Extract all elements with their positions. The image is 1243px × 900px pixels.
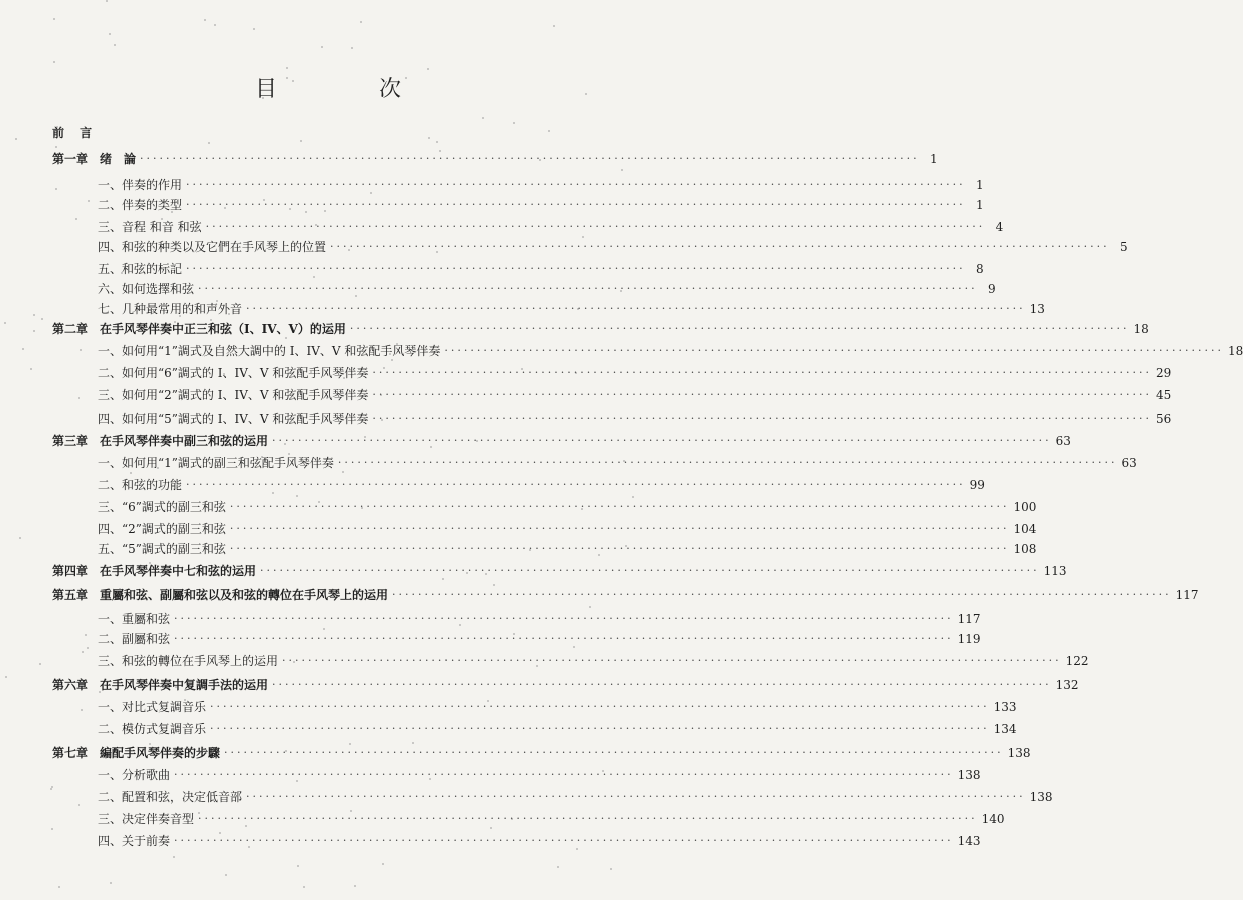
dot-leader: ························································································································ bbox=[349, 322, 1130, 335]
toc-page-number: 1 bbox=[975, 178, 984, 192]
toc-entry-title: 第一章 绪 論 bbox=[52, 152, 137, 166]
scan-speck bbox=[348, 249, 350, 251]
scan-speck bbox=[33, 314, 35, 316]
toc-section-row bbox=[98, 764, 981, 782]
toc-entry-title: 一、如何用“1”調式及自然大調中的 I、IV、V 和弦配手风琴伴奏 bbox=[98, 344, 441, 358]
scan-speck bbox=[539, 159, 541, 161]
toc-page-number: 45 bbox=[1155, 388, 1172, 402]
scan-speck bbox=[297, 865, 299, 867]
scan-speck bbox=[225, 874, 227, 876]
scan-speck bbox=[429, 778, 431, 780]
scan-speck bbox=[625, 545, 627, 547]
scan-speck bbox=[354, 885, 356, 887]
scan-speck bbox=[208, 142, 210, 144]
toc-entry-title: 四、如何用“5”調式的 I、IV、V 和弦配手风琴伴奏 bbox=[98, 412, 369, 426]
toc-page-number: 104 bbox=[1013, 522, 1037, 536]
toc-section-row bbox=[98, 216, 1004, 234]
toc-page-number: 18 bbox=[1133, 322, 1149, 336]
scan-speck bbox=[621, 169, 623, 171]
dot-leader: ························································································································ bbox=[198, 282, 978, 295]
toc-entry-title: 三、如何用“2”調式的 I、IV、V 和弦配手风琴伴奏 bbox=[98, 388, 369, 402]
scan-speck bbox=[181, 437, 183, 439]
dot-leader: ························································································································ bbox=[174, 834, 954, 847]
scan-speck bbox=[157, 467, 159, 469]
scan-speck bbox=[536, 665, 538, 667]
scan-speck bbox=[396, 343, 398, 345]
toc-page-number: 138 bbox=[1029, 790, 1053, 804]
scan-speck bbox=[553, 25, 555, 27]
scan-speck bbox=[179, 315, 181, 317]
scan-speck bbox=[305, 211, 307, 213]
scan-speck bbox=[78, 804, 80, 806]
scan-speck bbox=[490, 827, 492, 829]
dot-leader: ························································································································ bbox=[246, 302, 1026, 315]
scan-speck bbox=[214, 24, 216, 26]
toc-section-row bbox=[98, 298, 1045, 316]
scan-speck bbox=[184, 699, 186, 701]
toc-entry-title: 三、和弦的轉位在手风琴上的运用 bbox=[98, 654, 279, 668]
dot-leader: ························································································································ bbox=[372, 412, 1152, 425]
scan-speck bbox=[224, 207, 226, 209]
dot-leader: ························································································································ bbox=[229, 500, 1010, 513]
dot-leader: ························································································································ bbox=[246, 790, 1026, 803]
scan-speck bbox=[577, 308, 579, 310]
toc-page-number: 1 bbox=[975, 198, 984, 212]
scan-speck bbox=[513, 122, 515, 124]
scan-speck bbox=[349, 743, 351, 745]
toc-chapter-row bbox=[52, 584, 1199, 602]
toc-page-number: 134 bbox=[993, 722, 1017, 736]
toc-entry-title: 第三章 在手风琴伴奏中副三和弦的运用 bbox=[52, 434, 269, 448]
dot-leader: ························································································································ bbox=[229, 542, 1010, 555]
toc-entry-title: 四、关于前奏 bbox=[98, 834, 171, 848]
toc-section-row bbox=[98, 786, 1053, 804]
scan-speck bbox=[427, 68, 429, 70]
toc-section-row bbox=[98, 408, 1172, 426]
toc-section-row bbox=[98, 718, 1017, 736]
toc-page-number: 5 bbox=[1119, 240, 1128, 254]
dot-leader: ························································································································ bbox=[224, 746, 1004, 759]
toc-entry-title: 前 言 bbox=[52, 126, 99, 140]
toc-section-row bbox=[98, 236, 1128, 254]
scan-speck bbox=[248, 846, 250, 848]
scan-speck bbox=[82, 651, 84, 653]
toc-section-row bbox=[98, 628, 981, 646]
toc-chapter-row bbox=[52, 560, 1067, 578]
scan-speck bbox=[292, 393, 294, 395]
scan-speck bbox=[360, 21, 362, 23]
scan-speck bbox=[139, 352, 141, 354]
scan-speck bbox=[521, 368, 523, 370]
scan-speck bbox=[110, 882, 112, 884]
scan-speck bbox=[493, 584, 495, 586]
scan-speck bbox=[262, 97, 264, 99]
scan-speck bbox=[321, 46, 323, 48]
scan-speck bbox=[466, 572, 468, 574]
scan-speck bbox=[272, 492, 274, 494]
scan-speck bbox=[55, 146, 57, 148]
toc-page-number: 117 bbox=[957, 612, 981, 626]
scan-speck bbox=[285, 750, 287, 752]
scan-speck bbox=[576, 848, 578, 850]
scan-speck bbox=[50, 788, 52, 790]
scan-speck bbox=[529, 549, 531, 551]
dot-leader: ························································································································ bbox=[372, 366, 1152, 379]
dot-leader: ························································································································ bbox=[174, 632, 954, 645]
scan-speck bbox=[476, 440, 478, 442]
scan-speck bbox=[296, 495, 298, 497]
scan-speck bbox=[263, 199, 265, 201]
toc-chapter-row bbox=[52, 430, 1071, 448]
scan-speck bbox=[355, 295, 357, 297]
dot-leader: ························································································································ bbox=[337, 456, 1118, 469]
scan-speck bbox=[39, 663, 41, 665]
scan-speck bbox=[261, 456, 263, 458]
scan-speck bbox=[315, 224, 317, 226]
scan-speck bbox=[4, 322, 6, 324]
scan-speck bbox=[87, 647, 89, 649]
dot-leader: ························································································································ bbox=[174, 768, 954, 781]
scan-speck bbox=[99, 691, 101, 693]
scan-speck bbox=[149, 562, 151, 564]
toc-entry-title: 三、“6”調式的副三和弦 bbox=[98, 500, 226, 514]
scan-speck bbox=[228, 313, 230, 315]
toc-page-number: 13 bbox=[1029, 302, 1045, 316]
scan-speck bbox=[602, 770, 604, 772]
scan-speck bbox=[51, 828, 53, 830]
scan-speck bbox=[292, 773, 294, 775]
dot-leader: ························································································································ bbox=[186, 478, 966, 491]
scan-speck bbox=[85, 634, 87, 636]
toc-section-row bbox=[98, 538, 1037, 556]
toc-entry-title: 五、和弦的标記 bbox=[98, 262, 183, 276]
scan-speck bbox=[380, 394, 382, 396]
scan-speck bbox=[15, 138, 17, 140]
dot-leader: ························································································································ bbox=[282, 654, 1062, 667]
toc-page-number: 122 bbox=[1065, 654, 1089, 668]
toc-entry-title: 二、和弦的功能 bbox=[98, 478, 183, 492]
scan-speck bbox=[557, 866, 559, 868]
toc-page-number: 138 bbox=[1007, 746, 1031, 760]
dot-leader: ························································································································ bbox=[174, 612, 954, 625]
toc-entry-title: 第六章 在手风琴伴奏中复調手法的运用 bbox=[52, 678, 269, 692]
toc-entry-title: 第五章 重屬和弦、副屬和弦以及和弦的轉位在手风琴上的运用 bbox=[52, 588, 389, 602]
scan-speck bbox=[485, 573, 487, 575]
toc-entry-title: 一、对比式复調音乐 bbox=[98, 700, 207, 714]
scan-speck bbox=[303, 886, 305, 888]
toc-entry-title: 一、如何用“1”調式的副三和弦配手风琴伴奏 bbox=[98, 456, 334, 470]
toc-section-row bbox=[98, 474, 985, 492]
scan-speck bbox=[216, 300, 218, 302]
scan-speck bbox=[179, 523, 181, 525]
scan-speck bbox=[223, 373, 225, 375]
scan-speck bbox=[210, 319, 212, 321]
toc-page-number: 138 bbox=[957, 768, 981, 782]
scan-speck bbox=[155, 791, 157, 793]
toc-page-number: 108 bbox=[1013, 542, 1037, 556]
scan-speck bbox=[286, 77, 288, 79]
toc-entry-title: 六、如何选擇和弦 bbox=[98, 282, 195, 296]
scan-speck bbox=[459, 624, 461, 626]
scan-speck bbox=[149, 743, 151, 745]
scan-speck bbox=[632, 496, 634, 498]
scan-speck bbox=[204, 19, 206, 21]
toc-entry-title: 七、几种最常用的和声外音 bbox=[98, 302, 243, 316]
scan-speck bbox=[581, 508, 583, 510]
toc-entry-title: 二、配置和弦，决定低音部 bbox=[98, 790, 243, 804]
toc-entry-title: 二、如何用“6”調式的 I、IV、V 和弦配手风琴伴奏 bbox=[98, 366, 369, 380]
dot-leader: ························································································································ bbox=[205, 220, 986, 233]
scan-speck bbox=[293, 661, 295, 663]
scan-speck bbox=[19, 537, 21, 539]
scan-speck bbox=[482, 117, 484, 119]
scan-speck bbox=[289, 208, 291, 210]
toc-page-number: 143 bbox=[957, 834, 981, 848]
scan-speck bbox=[381, 419, 383, 421]
dot-leader: ························································································································ bbox=[272, 434, 1052, 447]
scan-speck bbox=[318, 501, 320, 503]
scan-speck bbox=[286, 67, 288, 69]
scan-speck bbox=[88, 200, 90, 202]
scan-speck bbox=[620, 290, 622, 292]
page-title: 目 次 bbox=[254, 77, 441, 102]
toc-section-row bbox=[98, 518, 1037, 536]
toc-chapter-row bbox=[52, 674, 1079, 692]
toc-entry-title: 第四章 在手风琴伴奏中七和弦的运用 bbox=[52, 564, 257, 578]
scan-speck bbox=[55, 188, 57, 190]
toc-page-number: 63 bbox=[1121, 456, 1137, 470]
scan-speck bbox=[253, 28, 255, 30]
scan-speck bbox=[81, 709, 83, 711]
scan-speck bbox=[219, 832, 221, 834]
dot-leader: ························································································································ bbox=[260, 564, 1040, 577]
toc-section-row bbox=[98, 830, 981, 848]
scan-speck bbox=[585, 93, 587, 95]
toc-entry-title: 五、“5”調式的副三和弦 bbox=[98, 542, 226, 556]
scan-speck bbox=[109, 33, 111, 35]
toc-section-row bbox=[98, 340, 1243, 358]
scan-speck bbox=[300, 140, 302, 142]
toc-page-number: 63 bbox=[1055, 434, 1071, 448]
scan-speck bbox=[412, 742, 414, 744]
scan-speck bbox=[292, 80, 294, 82]
dot-leader: ························································································································ bbox=[392, 588, 1172, 601]
scan-speck bbox=[383, 367, 385, 369]
scan-speck bbox=[391, 359, 393, 361]
scan-speck bbox=[114, 44, 116, 46]
scan-speck bbox=[575, 372, 577, 374]
scan-speck bbox=[161, 218, 163, 220]
toc-entry-title: 第二章 在手风琴伴奏中正三和弦（I、IV、V）的运用 bbox=[52, 322, 346, 336]
scan-speck bbox=[175, 686, 177, 688]
toc-entry-title: 一、伴奏的作用 bbox=[98, 178, 183, 192]
toc-entry-title: 三、决定伴奏音型 bbox=[98, 812, 195, 826]
toc-page-number: 140 bbox=[981, 812, 1005, 826]
scan-speck bbox=[5, 676, 7, 678]
toc-entry-title: 一、重屬和弦 bbox=[98, 612, 171, 626]
scan-speck bbox=[324, 210, 326, 212]
scan-speck bbox=[323, 628, 325, 630]
scan-speck bbox=[582, 236, 584, 238]
toc-chapter-row bbox=[52, 742, 1031, 760]
scan-speck bbox=[174, 321, 176, 323]
dot-leader: ························································································································ bbox=[140, 152, 920, 165]
toc-page-number: 29 bbox=[1155, 366, 1172, 380]
scan-speck bbox=[53, 18, 55, 20]
scan-speck bbox=[610, 868, 612, 870]
scan-speck bbox=[130, 472, 132, 474]
scan-speck bbox=[439, 150, 441, 152]
toc-page-number: 99 bbox=[969, 478, 985, 492]
toc-page-number: 18 bbox=[1227, 344, 1243, 358]
scan-speck bbox=[548, 130, 550, 132]
scan-speck bbox=[487, 700, 489, 702]
scan-speck bbox=[428, 137, 430, 139]
toc-page-number: 100 bbox=[1013, 500, 1037, 514]
scan-speck bbox=[436, 141, 438, 143]
scan-speck bbox=[245, 825, 247, 827]
toc-page-number: 117 bbox=[1175, 588, 1199, 602]
scan-speck bbox=[119, 588, 121, 590]
scan-speck bbox=[430, 446, 432, 448]
toc-section-row bbox=[98, 452, 1137, 470]
toc-entry-title: 二、伴奏的类型 bbox=[98, 198, 183, 212]
scan-speck bbox=[598, 554, 600, 556]
scan-speck bbox=[75, 218, 77, 220]
scan-speck bbox=[151, 662, 153, 664]
toc-section-row bbox=[98, 650, 1089, 668]
toc-entry-title: 二、副屬和弦 bbox=[98, 632, 171, 646]
toc-section-row bbox=[98, 194, 984, 212]
scan-speck bbox=[78, 397, 80, 399]
toc-entry-title: 四、“2”調式的副三和弦 bbox=[98, 522, 226, 536]
toc-page-number: 8 bbox=[975, 262, 984, 276]
toc-entry-title: 四、和弦的种类以及它們在手风琴上的位置 bbox=[98, 240, 327, 254]
toc-page-number: 113 bbox=[1043, 564, 1067, 578]
scan-speck bbox=[53, 61, 55, 63]
scan-speck bbox=[370, 192, 372, 194]
toc-entry-title: 一、分析歌曲 bbox=[98, 768, 171, 782]
scan-speck bbox=[326, 397, 328, 399]
scan-speck bbox=[173, 856, 175, 858]
scan-speck bbox=[121, 272, 123, 274]
scan-speck bbox=[80, 349, 82, 351]
scan-speck bbox=[589, 606, 591, 608]
scan-speck bbox=[361, 507, 363, 509]
toc-entry-title: 二、模仿式复調音乐 bbox=[98, 722, 207, 736]
dot-leader: ························································································································ bbox=[186, 198, 966, 211]
scan-speck bbox=[343, 377, 345, 379]
toc-page-number: 1 bbox=[929, 152, 938, 166]
toc-page-number: 132 bbox=[1055, 678, 1079, 692]
scan-speck bbox=[171, 211, 173, 213]
scan-speck bbox=[445, 659, 447, 661]
toc-chapter-row bbox=[52, 148, 938, 166]
toc-section-row bbox=[98, 278, 996, 296]
scan-speck bbox=[511, 818, 513, 820]
dot-leader: ························································································································ bbox=[198, 812, 978, 825]
toc-page-number: 56 bbox=[1155, 412, 1172, 426]
scan-speck bbox=[313, 276, 315, 278]
dot-leader: ························································································································ bbox=[210, 722, 990, 735]
scan-speck bbox=[149, 264, 151, 266]
toc-page-number: 9 bbox=[987, 282, 996, 296]
scan-speck bbox=[424, 350, 426, 352]
scan-speck bbox=[284, 443, 286, 445]
scan-speck bbox=[56, 126, 58, 128]
scan-speck bbox=[296, 780, 298, 782]
toc-entry-title: 第七章 編配手风琴伴奏的步驟 bbox=[52, 746, 221, 760]
scan-speck bbox=[41, 318, 43, 320]
toc-section-row bbox=[98, 258, 984, 276]
scan-speck bbox=[351, 47, 353, 49]
scan-speck bbox=[198, 812, 200, 814]
toc-section-row bbox=[98, 808, 1005, 826]
scan-speck bbox=[389, 353, 391, 355]
scan-speck bbox=[405, 77, 407, 79]
scan-speck bbox=[22, 348, 24, 350]
scan-speck bbox=[106, 0, 108, 2]
dot-leader: ························································································································ bbox=[272, 678, 1052, 691]
toc-entry-title: 三、音程 和音 和弦 bbox=[98, 220, 202, 234]
scan-speck bbox=[382, 863, 384, 865]
toc-section-row bbox=[98, 608, 981, 626]
scan-speck bbox=[364, 436, 366, 438]
scan-speck bbox=[436, 251, 438, 253]
toc-page-number: 119 bbox=[957, 632, 981, 646]
toc-section-row bbox=[98, 174, 984, 192]
scan-speck bbox=[623, 460, 625, 462]
scan-speck bbox=[288, 453, 290, 455]
scan-speck bbox=[350, 810, 352, 812]
dot-leader: ························································································································ bbox=[229, 522, 1010, 535]
toc-page-number: 4 bbox=[995, 220, 1004, 234]
dot-leader: ························································································································ bbox=[186, 178, 966, 191]
dot-leader: ························································································································ bbox=[186, 262, 966, 275]
toc-page-number: 133 bbox=[993, 700, 1017, 714]
dot-leader: ························································································································ bbox=[330, 240, 1110, 253]
toc-preface-row bbox=[52, 122, 638, 140]
toc-chapter-row bbox=[52, 318, 1149, 336]
scan-speck bbox=[33, 330, 35, 332]
toc-section-row bbox=[98, 696, 1017, 714]
scan-speck bbox=[58, 886, 60, 888]
toc-section-row bbox=[98, 384, 1172, 402]
scan-speck bbox=[285, 337, 287, 339]
scan-speck bbox=[342, 471, 344, 473]
scan-speck bbox=[30, 368, 32, 370]
scan-speck bbox=[573, 646, 575, 648]
scan-speck bbox=[442, 578, 444, 580]
dot-leader: ························································································································ bbox=[372, 388, 1152, 401]
scan-speck bbox=[513, 633, 515, 635]
scan-speck bbox=[310, 371, 312, 373]
toc-section-row bbox=[98, 362, 1172, 380]
toc-section-row bbox=[98, 496, 1037, 514]
dot-leader: ························································································································ bbox=[210, 700, 990, 713]
dot-leader: ························································································································ bbox=[444, 344, 1224, 357]
